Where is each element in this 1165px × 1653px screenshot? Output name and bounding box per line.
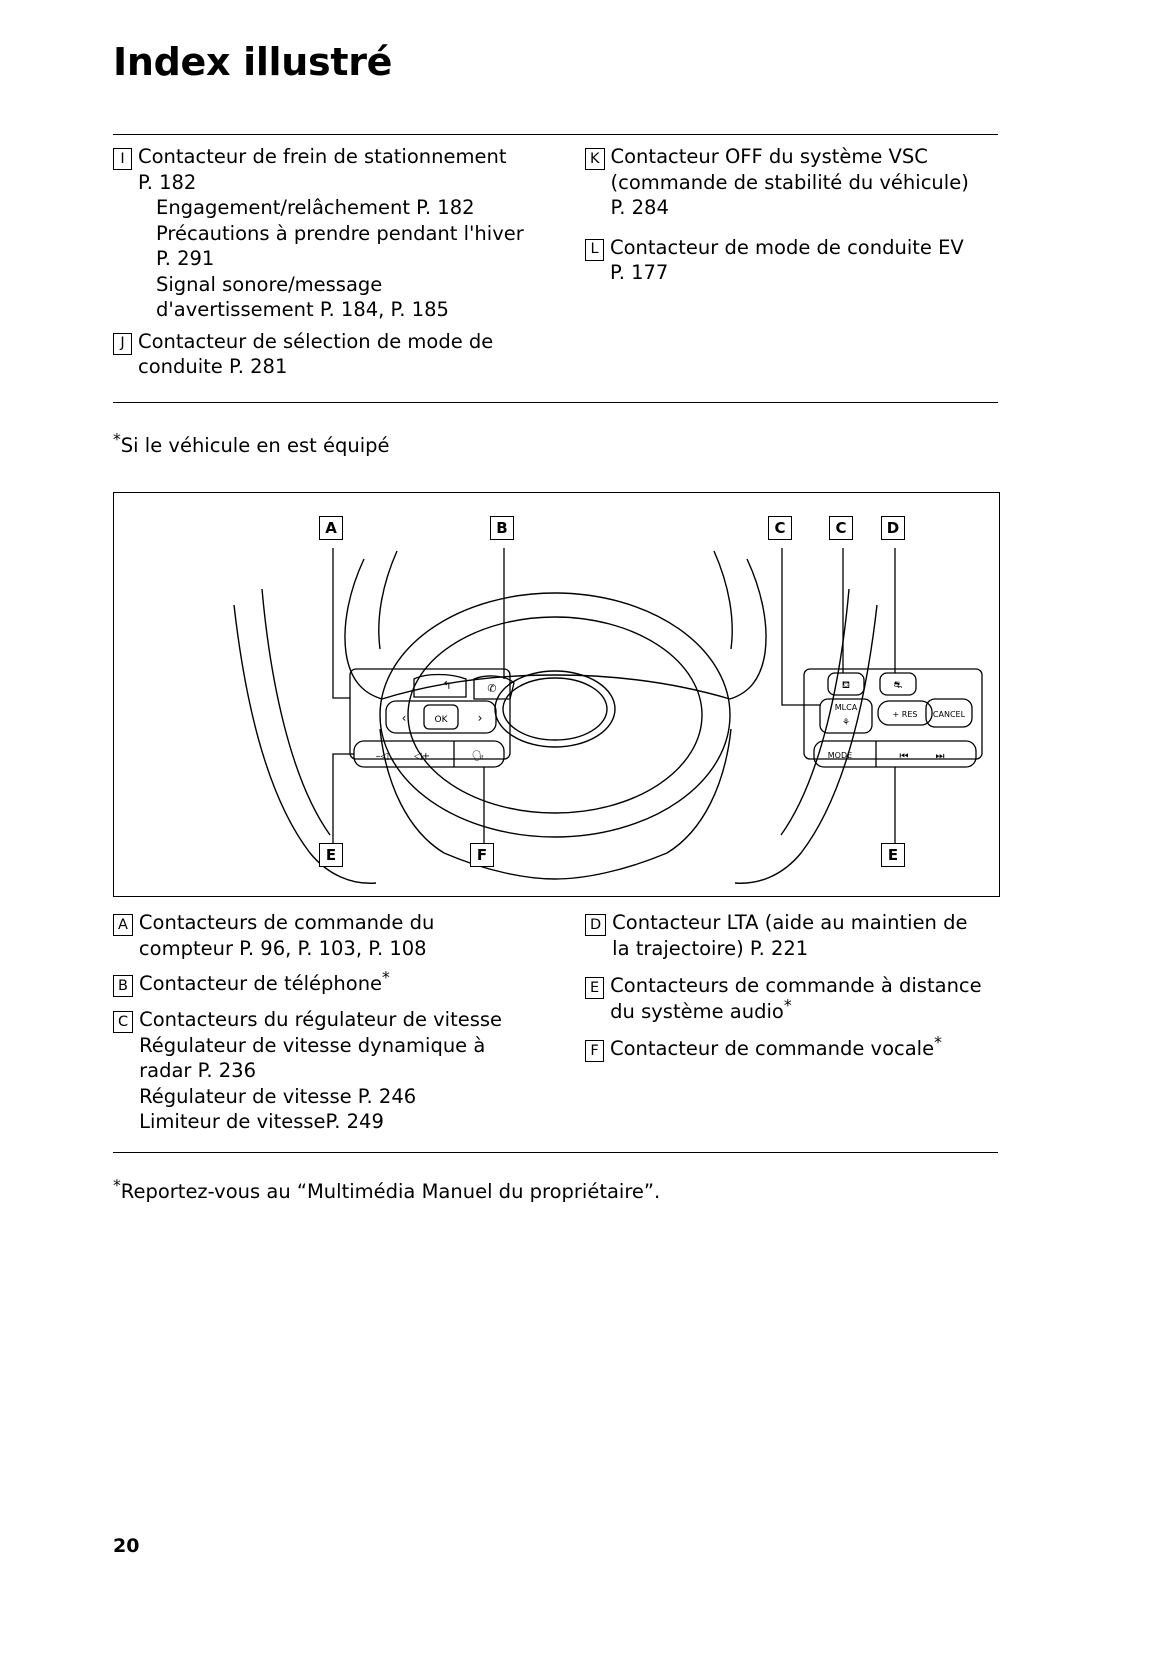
footnote: [113, 1176, 661, 1203]
svg-text:⏭: ⏭: [935, 751, 945, 762]
index-entry-l: [585, 235, 1005, 286]
svg-text:↰: ↰: [442, 679, 452, 692]
index-entry-i: [113, 144, 553, 323]
legend-line: Contacteurs de commande à distance: [610, 974, 982, 997]
legend-line: Contacteur de commande vocale: [610, 1037, 935, 1060]
equipment-note: [113, 430, 390, 457]
legend-line: Limiteur de vitesseP. 249: [139, 1110, 384, 1133]
svg-text:⚘: ⚘: [841, 718, 851, 728]
legend-line: Contacteur LTA (aide au maintien de: [612, 911, 968, 934]
legend-tag-c: C: [113, 1011, 133, 1033]
index-tag-i: I: [113, 148, 132, 170]
divider-bottom: [113, 1152, 998, 1153]
index-left-column: [113, 144, 553, 386]
legend-entry-f: [585, 1033, 1005, 1062]
index-entry-k: [585, 144, 1005, 221]
index-tag-k: K: [585, 148, 605, 170]
footnote-text: Reportez-vous au “Multimédia Manuel du propriétaire”.: [120, 1180, 661, 1203]
svg-text:›: ›: [477, 711, 483, 725]
legend-line: Contacteur de téléphone: [138, 972, 383, 995]
index-entry-j: [113, 329, 553, 380]
index-line: (commande de stabilité du véhicule): [610, 170, 969, 194]
divider-top: [113, 134, 998, 135]
index-subline: Engagement/relâchement P. 182: [156, 196, 475, 219]
legend-line: Contacteurs du régulateur de vitesse: [139, 1008, 503, 1031]
legend-text-b: [138, 968, 390, 997]
legend-entry-a: [113, 910, 563, 961]
legend-tag-b: B: [113, 975, 133, 997]
index-line: Contacteur OFF du système VSC: [610, 145, 928, 168]
index-text-i: [138, 144, 524, 323]
legend-line: radar P. 236: [139, 1059, 256, 1082]
index-text-j: [138, 329, 493, 380]
legend-text-f: [610, 1033, 942, 1062]
index-line: Contacteur de frein de stationnement: [138, 145, 507, 168]
asterisk: *: [113, 1176, 121, 1195]
legend-text-c: [139, 1007, 502, 1135]
legend-line: du système audio: [610, 999, 784, 1023]
svg-text:–◁: –◁: [375, 751, 389, 762]
cancel-button-label: CANCEL: [932, 710, 966, 719]
figure-callout-f: F: [470, 843, 494, 867]
legend-tag-a: A: [113, 914, 133, 936]
asterisk: *: [783, 996, 792, 1014]
legend-tag-f: F: [585, 1040, 604, 1062]
equipment-note-text: Si le véhicule en est équipé: [120, 434, 390, 457]
figure-callout-c1: C: [768, 516, 792, 540]
asterisk: *: [113, 430, 121, 449]
index-line: conduite P. 281: [138, 355, 288, 378]
index-subline: Précautions à prendre pendant l'hiver: [156, 221, 524, 245]
figure-callout-d: D: [881, 516, 905, 540]
legend-line: Régulateur de vitesse P. 246: [139, 1084, 417, 1108]
figure-callout-c2: C: [829, 516, 853, 540]
index-subline: P. 291: [156, 247, 215, 270]
steering-wheel-figure: [113, 492, 1000, 897]
figure-callout-e-left: E: [319, 843, 343, 867]
legend-tag-d: D: [585, 914, 606, 936]
page-number: 20: [113, 1535, 140, 1557]
svg-text:‹: ‹: [401, 711, 407, 725]
legend-text-d: [612, 910, 967, 961]
figure-callout-b: B: [490, 516, 514, 540]
mode-button-label: MODE: [827, 751, 853, 760]
legend-line: Régulateur de vitesse dynamique à: [139, 1033, 486, 1057]
legend-line: compteur P. 96, P. 103, P. 108: [138, 936, 427, 960]
legend-left-column: [113, 910, 563, 1141]
svg-text:✆: ✆: [487, 682, 497, 695]
asterisk: *: [382, 968, 390, 987]
divider-middle: [113, 402, 998, 403]
index-tag-l: L: [585, 239, 604, 261]
figure-callout-a: A: [319, 516, 343, 540]
legend-tag-e: E: [585, 977, 604, 999]
legend-entry-e: [585, 973, 1005, 1024]
legend-text-e: [610, 973, 981, 1024]
legend-line: la trajectoire) P. 221: [612, 936, 809, 960]
index-right-column: [585, 144, 1005, 292]
svg-text:⏮: ⏮: [899, 751, 909, 762]
svg-text:MLCA: MLCA: [834, 703, 858, 712]
index-line: Contacteur de sélection de mode de: [138, 329, 494, 353]
index-subline: d'avertissement P. 184, P. 185: [156, 298, 449, 321]
steering-wheel-illustration: [114, 493, 997, 894]
legend-line-with-star: [610, 996, 981, 1025]
svg-text:⛐: ⛐: [893, 680, 903, 691]
legend-entry-b: [113, 968, 563, 997]
figure-callout-e-right: E: [881, 843, 905, 867]
index-subline: Signal sonore/message: [156, 272, 383, 296]
index-line: Contacteur de mode de conduite EV: [610, 235, 964, 259]
legend-entry-d: [585, 910, 1005, 961]
index-text-l: [610, 235, 964, 286]
legend-right-column: [585, 910, 1005, 1068]
page-title: Index illustré: [113, 40, 393, 84]
index-line: P. 182: [138, 170, 197, 194]
legend-line: Contacteurs de commande du: [138, 911, 435, 934]
index-text-k: [611, 144, 969, 221]
svg-text:⛾: ⛾: [841, 680, 851, 691]
ok-button-label: OK: [434, 715, 448, 725]
index-line: P. 177: [610, 261, 669, 284]
index-tag-j: J: [113, 333, 132, 355]
asterisk: *: [934, 1033, 942, 1052]
legend-text-a: [139, 910, 434, 961]
svg-text:◁+: ◁+: [413, 751, 431, 762]
legend-entry-c: [113, 1007, 563, 1135]
index-line: P. 284: [610, 196, 669, 219]
res-button-label: + RES: [892, 710, 918, 719]
svg-text:🗣: 🗣: [471, 751, 485, 762]
